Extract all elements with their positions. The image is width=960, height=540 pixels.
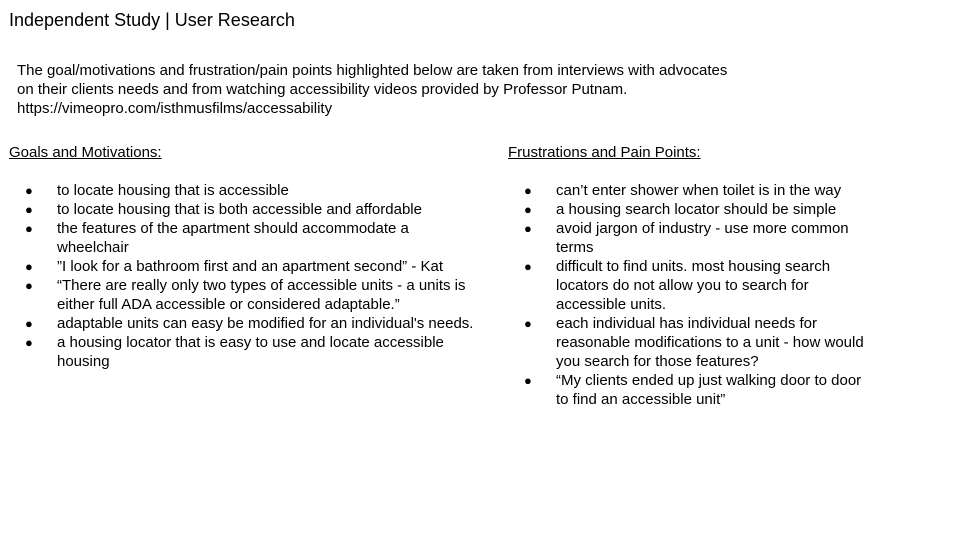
list-item xyxy=(9,333,477,371)
list-item xyxy=(9,181,477,200)
list-item-text: each individual has individual needs for reasonable modifications to a unit - how would you search for those features? xyxy=(556,315,864,370)
bullet-icon: ● xyxy=(25,316,33,331)
bullet-icon: ● xyxy=(25,202,33,217)
list-item-text: “My clients ended up just walking door to door to find an accessible unit” xyxy=(556,372,862,408)
bullet-icon: ● xyxy=(524,373,532,388)
bullet-icon: ● xyxy=(25,335,33,350)
list-item-text: difficult to find units. most housing search locators do not allow you to search for accessible units. xyxy=(556,258,831,313)
bullet-icon: ● xyxy=(524,202,532,217)
goals-column xyxy=(9,143,489,371)
list-item-text: the features of the apartment should accommodate a wheelchair xyxy=(57,220,409,256)
list-item xyxy=(508,371,868,409)
bullet-icon: ● xyxy=(524,183,532,198)
list-item xyxy=(9,219,477,257)
list-item xyxy=(9,200,477,219)
goals-heading: Goals and Motivations: xyxy=(9,144,162,161)
intro-line: on their clients needs and from watching accessibility videos provided by Professor Putnam. xyxy=(17,81,628,98)
frustrations-heading: Frustrations and Pain Points: xyxy=(508,144,701,161)
bullet-icon: ● xyxy=(25,183,33,198)
bullet-icon: ● xyxy=(524,221,532,236)
list-item-text: ”I look for a bathroom first and an apartment second” - Kat xyxy=(57,258,444,275)
frustrations-column xyxy=(508,143,948,409)
goals-list xyxy=(9,181,489,371)
list-item xyxy=(508,257,868,314)
list-item xyxy=(9,276,477,314)
list-item xyxy=(508,181,868,200)
list-item-text: can’t enter shower when toilet is in the way xyxy=(556,182,842,199)
bullet-icon: ● xyxy=(25,278,33,293)
list-item-text: “There are really only two types of accessible units - a units is either full ADA accessible or considered adaptable.” xyxy=(57,277,466,313)
list-item xyxy=(9,314,477,333)
list-item-text: avoid jargon of industry - use more common terms xyxy=(556,220,849,256)
intro-paragraph xyxy=(17,61,817,118)
list-item-text: to locate housing that is both accessible and affordable xyxy=(57,201,422,218)
list-item xyxy=(508,314,868,371)
bullet-icon: ● xyxy=(524,259,532,274)
bullet-icon: ● xyxy=(25,259,33,274)
slide-title: Independent Study | User Research xyxy=(9,10,295,30)
frustrations-list xyxy=(508,181,948,409)
list-item-text: to locate housing that is accessible xyxy=(57,182,289,199)
bullet-icon: ● xyxy=(524,316,532,331)
intro-url: https://vimeopro.com/isthmusfilms/accessability xyxy=(17,100,333,117)
list-item-text: a housing locator that is easy to use and locate accessible housing xyxy=(57,334,444,370)
list-item-text: a housing search locator should be simple xyxy=(556,201,837,218)
list-item xyxy=(9,257,477,276)
bullet-icon: ● xyxy=(25,221,33,236)
list-item xyxy=(508,200,868,219)
list-item xyxy=(508,219,868,257)
list-item-text: adaptable units can easy be modified for an individual's needs. xyxy=(57,315,474,332)
intro-line: The goal/motivations and frustration/pain points highlighted below are taken from interviews with advocates xyxy=(17,62,728,79)
